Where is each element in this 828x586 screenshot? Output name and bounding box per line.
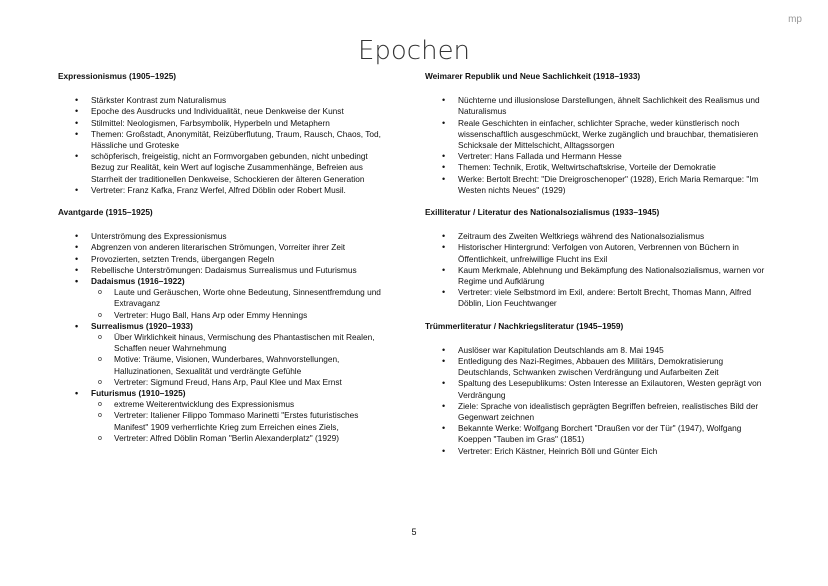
page-title: Epochen xyxy=(357,36,471,66)
list-item: • Vertreter: Franz Kafka, Franz Werfel, Alfred Döblin oder Robert Musil. xyxy=(58,185,388,196)
sub-list-item: o Laute und Geräuschen, Worte ohne Bedeutung, Sinnesentfremdung und Extravaganz xyxy=(58,287,388,309)
subsection-dadaismus: • Dadaismus (1916–1922) xyxy=(58,276,388,287)
exil-list xyxy=(425,231,765,309)
subsection-futurismus: • Futurismus (1910–1925) xyxy=(58,388,388,399)
list-item: • Kaum Merkmale, Ablehnung und Bekämpfung des Nationalsozialismus, warnen vor Regime und Aufklärung xyxy=(425,265,765,287)
list-item: • Spaltung des Lesepublikums: Osten Interesse an Exilautoren, Westen geprägt von Verdrängung xyxy=(425,378,765,400)
sub-list-item: o Vertreter: Italiener Filippo Tommaso Marinetti "Erstes futuristisches Manifest" 1909 verherrlichte Krieg zum Erreichen eines Ziels, xyxy=(58,410,388,432)
list-item: • schöpferisch, freigeistig, nicht an Formvorgaben gebunden, nicht unbedingt Bezug zur Realität, kein Wert auf logische Zusammenhänge, Befreien aus Starrheit der traditionellen Denkweise, Schockieren der älteren Generation xyxy=(58,151,388,185)
list-item: • Entledigung des Nazi-Regimes, Abbauen des Militärs, Demokratisierung Deutschlands, Schwanken zwischen Verdrängung und Aufarbeiten Zeit xyxy=(425,356,765,378)
sub-list-item: o Über Wirklichkeit hinaus, Vermischung des Phantastischen mit Realen, Schaffen neuer Wahrnehmung xyxy=(58,332,388,354)
page-number: 5 xyxy=(411,527,417,537)
list-item: • Stilmittel: Neologismen, Farbsymbolik, Hyperbeln und Metaphern xyxy=(58,118,388,129)
sub-list-item: o Motive: Träume, Visionen, Wunderbares, Wahnvorstellungen, Halluzinationen, Sexualität und verdrängte Gefühle xyxy=(58,354,388,376)
list-item: • Unterströmung des Expressionismus xyxy=(58,231,388,242)
section-heading-expressionismus: Expressionismus (1905–1925) xyxy=(58,71,177,81)
list-item: • Nüchterne und illusionslose Darstellungen, ähnelt Sachlichkeit des Realismus und Naturalismus xyxy=(425,95,765,117)
sub-list-item: o Vertreter: Hugo Ball, Hans Arp oder Emmy Hennings xyxy=(58,310,388,321)
right-column xyxy=(425,71,765,457)
left-column xyxy=(58,71,388,444)
sub-list-item: o Vertreter: Sigmund Freud, Hans Arp, Paul Klee und Max Ernst xyxy=(58,377,388,388)
list-item: • Vertreter: Hans Fallada und Hermann Hesse xyxy=(425,151,765,162)
section-heading-weimar: Weimarer Republik und Neue Sachlichkeit (1918–1933) xyxy=(425,71,641,81)
list-item: • Zeitraum des Zweiten Weltkriegs während des Nationalsozialismus xyxy=(425,231,765,242)
list-item: • Abgrenzen von anderen literarischen Strömungen, Vorreiter ihrer Zeit xyxy=(58,242,388,253)
section-heading-exil: Exilliteratur / Literatur des Nationalsozialismus (1933–1945) xyxy=(425,207,660,218)
subsection-surrealismus: • Surrealismus (1920–1933) xyxy=(58,321,388,332)
list-item: • Historischer Hintergrund: Verfolgen von Autoren, Verbrennen von Büchern in Öffentlichkeit, unfreiwillige Flucht ins Exil xyxy=(425,242,765,264)
list-item: • Stärkster Kontrast zum Naturalismus xyxy=(58,95,388,106)
list-item: • Werke: Bertolt Brecht: "Die Dreigroschenoper" (1928), Erich Maria Remarque: "Im Westen nichts Neues" (1929) xyxy=(425,174,765,196)
corner-initials: mp xyxy=(788,14,802,25)
list-item: • Reale Geschichten in einfacher, schlichter Sprache, weder künstlerisch noch wissenschaftlich ausgeschmückt, Werke zugänglich und brauchbar, thematisieren Schicksale der Mittelschicht, Alltagssorgen xyxy=(425,118,765,152)
list-item: • Themen: Technik, Erotik, Weltwirtschaftskrise, Vorteile der Demokratie xyxy=(425,162,765,173)
sub-list-item: o extreme Weiterentwicklung des Expressionismus xyxy=(58,399,388,410)
list-item: • Ziele: Sprache von idealistisch geprägten Begriffen befreien, realistisches Bild der Gegenwart zeichnen xyxy=(425,401,765,423)
sub-list-item: o Vertreter: Alfred Döblin Roman "Berlin Alexanderplatz" (1929) xyxy=(58,433,388,444)
list-item: • Auslöser war Kapitulation Deutschlands am 8. Mai 1945 xyxy=(425,345,765,356)
list-item: • Provozierten, setzten Trends, übergangen Regeln xyxy=(58,254,388,265)
section-heading-avantgarde: Avantgarde (1915–1925) xyxy=(58,207,153,218)
expressionismus-list xyxy=(58,95,388,196)
list-item: • Vertreter: viele Selbstmord im Exil, andere: Bertolt Brecht, Thomas Mann, Alfred Döblin, Lion Feuchtwanger xyxy=(425,287,765,309)
list-item: • Rebellische Unterströmungen: Dadaismus Surrealismus und Futurismus xyxy=(58,265,388,276)
weimar-list xyxy=(425,95,765,196)
section-heading-truemmer: Trümmerliteratur / Nachkriegsliteratur (1945–1959) xyxy=(425,320,624,331)
truemmer-list xyxy=(425,345,765,457)
list-item: • Themen: Großstadt, Anonymität, Reizüberflutung, Traum, Rausch, Chaos, Tod, Hässliche und Groteske xyxy=(58,129,388,151)
list-item: • Vertreter: Erich Kästner, Heinrich Böll und Günter Eich xyxy=(425,446,765,457)
list-item: • Bekannte Werke: Wolfgang Borchert "Draußen vor der Tür" (1947), Wolfgang Koeppen "Tauben im Gras" (1851) xyxy=(425,423,765,445)
avantgarde-list xyxy=(58,231,388,444)
list-item: • Epoche des Ausdrucks und Individualität, neue Denkweise der Kunst xyxy=(58,106,388,117)
